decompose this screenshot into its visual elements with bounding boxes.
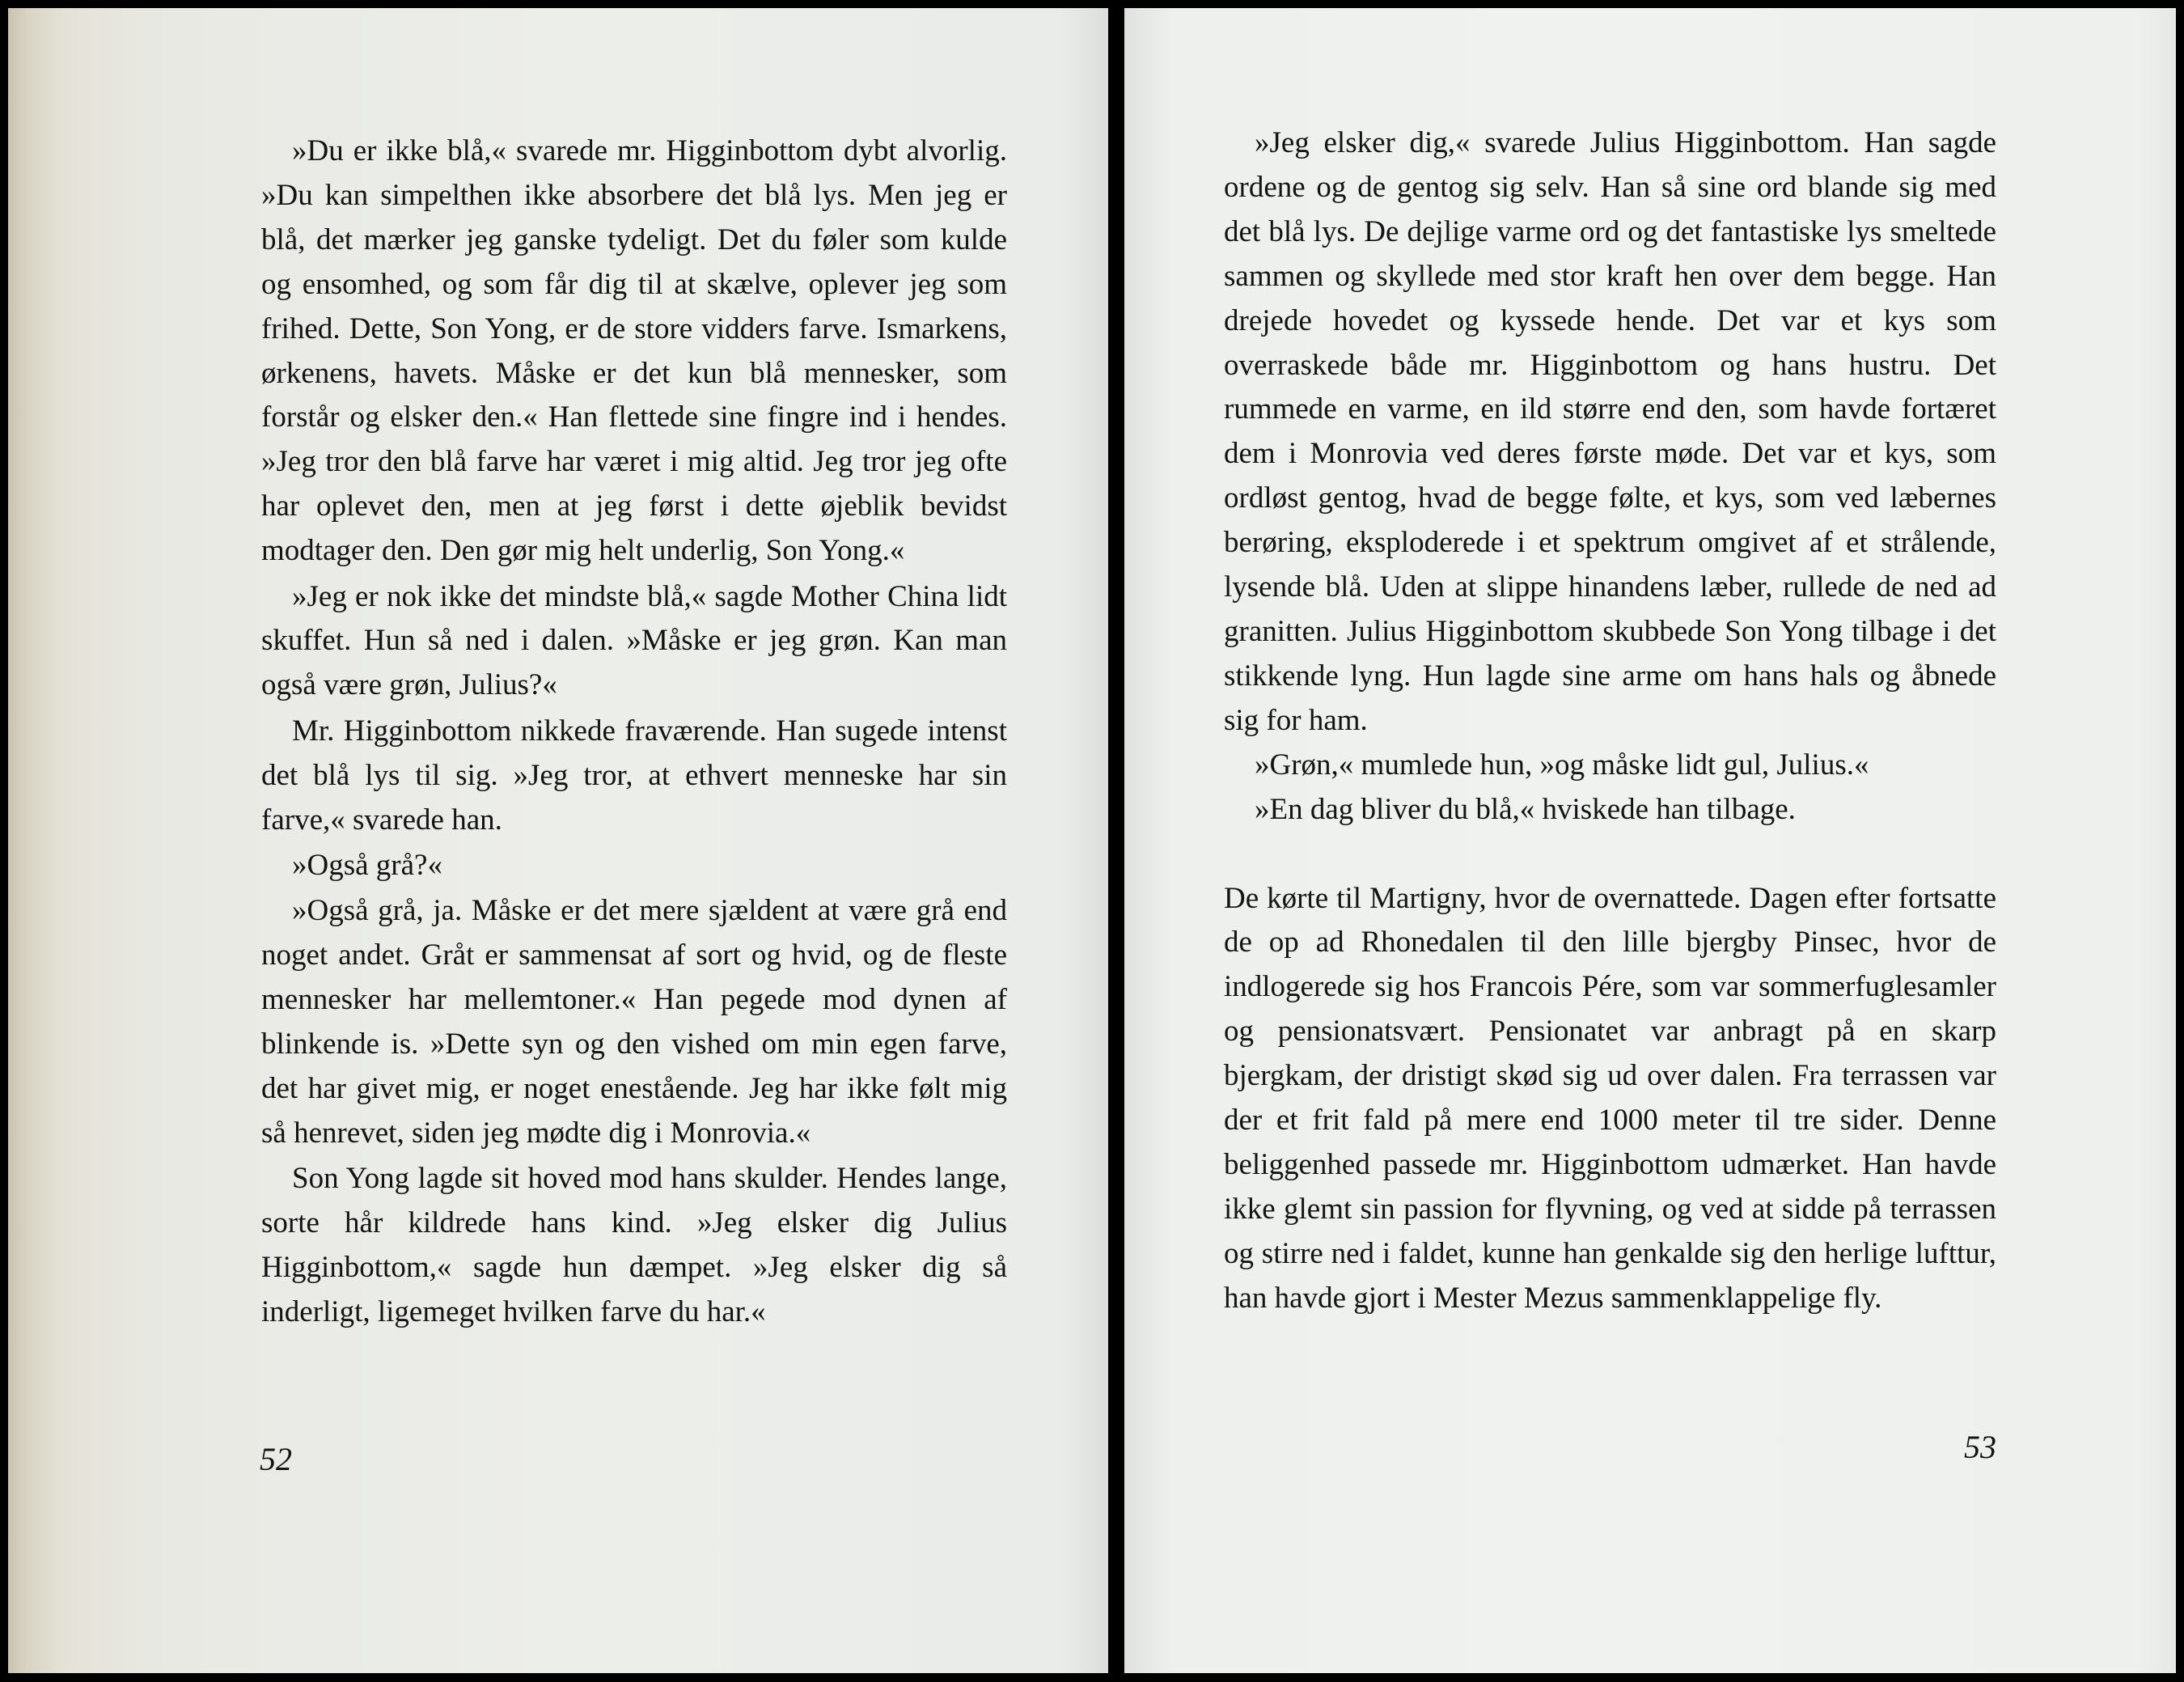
section-break: [1224, 833, 1996, 877]
page-number: 53: [1964, 1429, 1996, 1465]
page-number: 52: [260, 1441, 292, 1477]
paragraph: »Jeg er nok ikke det mindste blå,« sagde Mother China lidt skuffet. Hun så ned i dalen. »Måske er jeg grøn. Kan man også være grøn, Julius?«: [261, 579, 1007, 702]
left-page: [8, 8, 1108, 1673]
right-page-text: [1224, 121, 1996, 1321]
left-page-text: [261, 129, 1007, 1335]
paragraph: Son Yong lagde sit hoved mod hans skulder. Hendes lange, sorte hår kildrede hans kind. »Jeg elsker dig Julius Higginbottom,« sagde hun dæmpet. »Jeg elsker dig så inderligt, ligemeget hvilken farve du har.«: [261, 1162, 1007, 1329]
paragraph: De kørte til Martigny, hvor de overnattede. Dagen efter fortsatte de op ad Rhonedalen til den lille bjergby Pinsec, hvor de indlogerede sig hos Francois Pére, som var sommerfuglesamler og pensionatsvært. Pensionatet var anbragt på en skarp bjergkam, der dristigt skød sig ud over dalen. Fra terrassen var der et frit fald på mere end 1000 meter til tre sider. Denne beliggenhed passede mr. Higginbottom udmærket. Han havde ikke glemt sin passion for flyvning, og ved at sidde på terrassen og stirre ned i faldet, kunne han genkalde sig den herlige lufttur, han havde gjort i Mester Mezus sammenklappelige fly.: [1224, 881, 1996, 1315]
paragraph: »Også grå?«: [292, 849, 442, 882]
paragraph: »Også grå, ja. Måske er det mere sjældent at være grå end noget andet. Gråt er sammensat af sort og hvid, og de fleste mennesker har mellemtoner.« Han pegede mod dynen af blinkende is. »Dette syn og den vished om min egen farve, det har givet mig, er noget enestående. Jeg har ikke følt mig så henrevet, siden jeg mødte dig i Monrovia.«: [261, 894, 1007, 1150]
paragraph: »Jeg elsker dig,« svarede Julius Higginbottom. Han sagde ordene og de gentog sig selv. Han så sine ord blande sig med det blå lys. De dejlige varme ord og det fantastiske lys smeltede sammen og skyllede med stor kraft hen over dem begge. Han drejede hovedet og kyssede hende. Det var et kys som overraskede både mr. Higginbottom og hans hustru. Det rummede en varme, en ild større end den, som havde fortæret dem i Monrovia ved deres første møde. Det var et kys, som ordløst gentog, hvad de begge følte, et kys, som ved læbernes berøring, eksploderede i et spektrum omgivet af et strålende, lysende blå. Uden at slippe hinandens læber, rullede de ned ad granitten. Julius Higginbottom skubbede Son Yong tilbage i det stikkende lyng. Hun lagde sine arme om hans hals og åbnede sig for ham.: [1224, 126, 1996, 737]
paragraph: »Grøn,« mumlede hun, »og måske lidt gul, Julius.«: [1255, 748, 1869, 782]
paragraph: Mr. Higginbottom nikkede fraværende. Han sugede intenst det blå lys til sig. »Jeg tror, at ethvert menneske har sin farve,« svarede han.: [261, 714, 1007, 837]
paragraph: »Du er ikke blå,« svarede mr. Higginbottom dybt alvorlig. »Du kan simpelthen ikke absorbere det blå lys. Men jeg er blå, det mærker jeg ganske tydeligt. Det du føler som kulde og ensomhed, og som får dig til at skælve, oplever jeg som frihed. Dette, Son Yong, er de store vidders farve. Ismarkens, ørkenens, havets. Måske er det kun blå mennesker, som forstår og elsker den.« Han flettede sine fingre ind i hendes. »Jeg tror den blå farve har været i mig altid. Jeg tror jeg ofte har oplevet den, men at jeg først i dette øjeblik bevidst modtager den. Den gør mig helt underlig, Son Yong.«: [261, 134, 1007, 568]
right-page: [1124, 8, 2176, 1673]
paragraph: »En dag bliver du blå,« hviskede han tilbage.: [1255, 792, 1796, 826]
